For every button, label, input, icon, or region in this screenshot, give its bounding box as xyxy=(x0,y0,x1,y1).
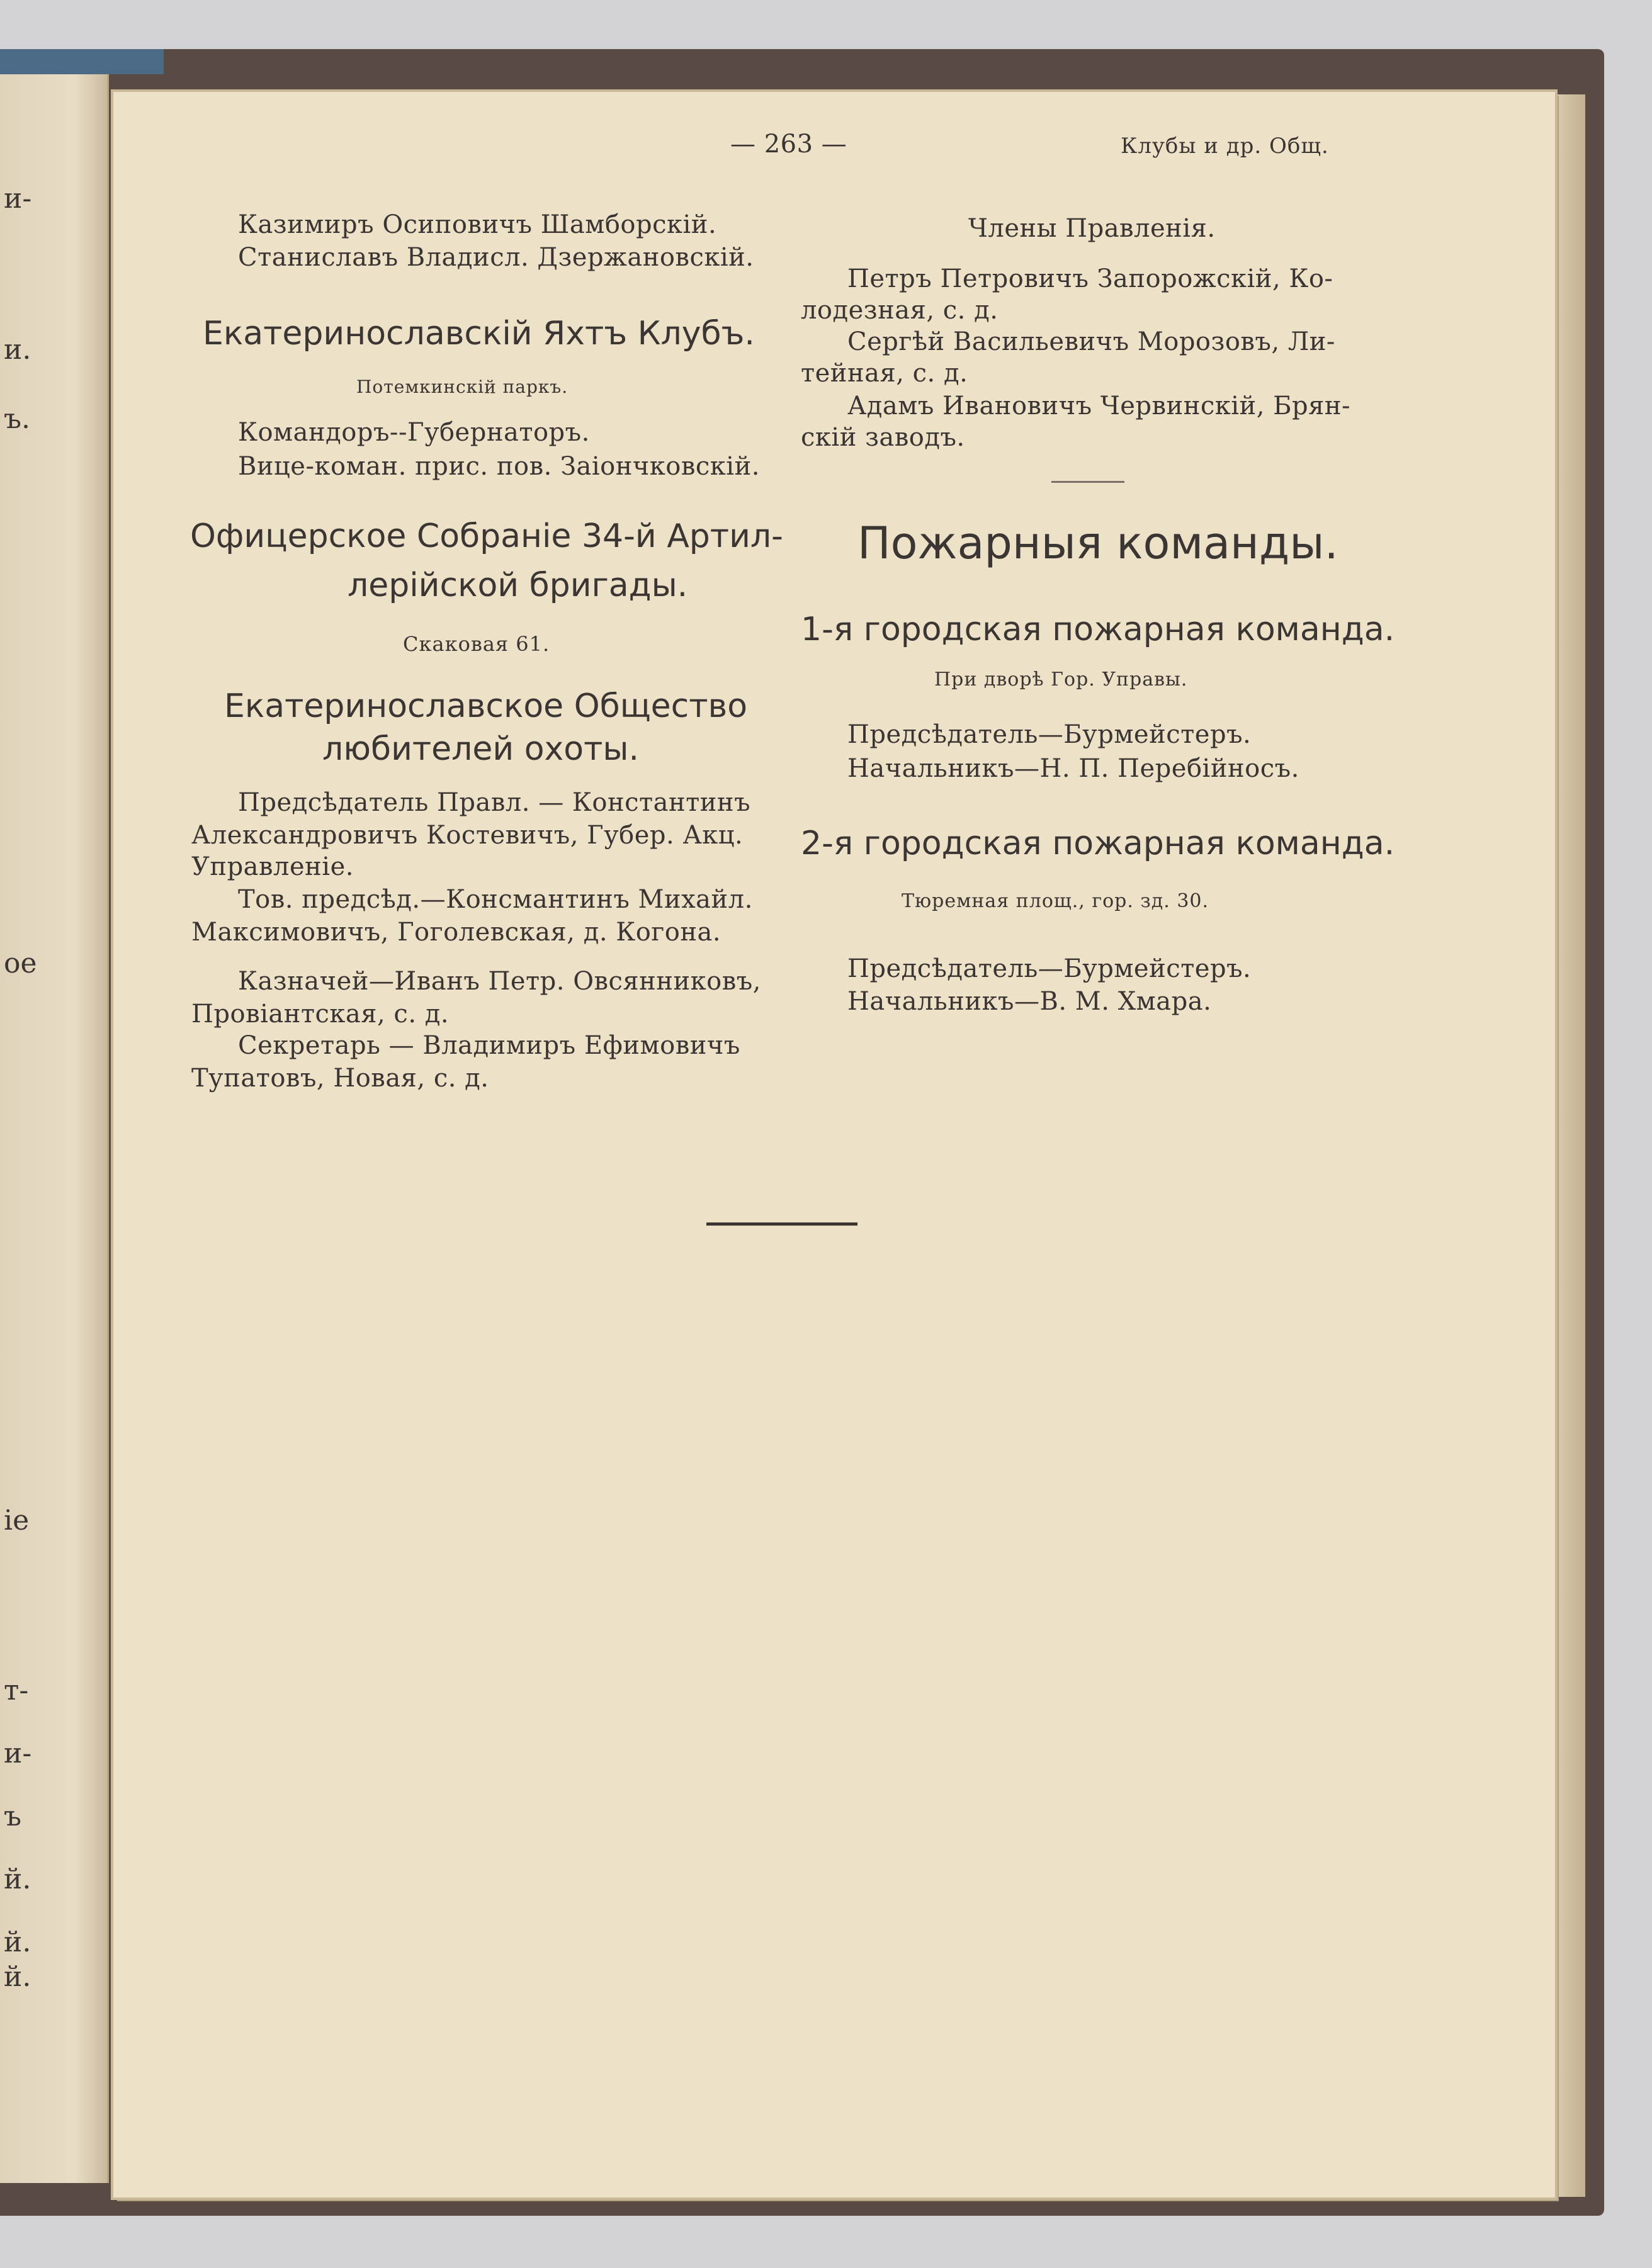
left-page-fragment: й. xyxy=(4,1926,31,1958)
board-members-title: Члены Правленія. xyxy=(968,214,1216,243)
hunting-society-line: Провіантская, с. д. xyxy=(191,1000,450,1029)
hunting-society-line: Предсѣдатель Правл. — Константинъ xyxy=(238,788,751,817)
book-spine-label xyxy=(0,49,164,74)
board-member-line: Сергѣй Васильевичъ Морозовъ, Ли- xyxy=(847,327,1335,356)
yacht-club-line: Вице-коман. прис. пов. Заіончковскій. xyxy=(238,452,760,481)
left-page-fragment: т- xyxy=(4,1674,29,1707)
board-member-line: скій заводъ. xyxy=(801,423,965,452)
section-title-officers-assembly-cont: лерійской бригады. xyxy=(348,567,688,604)
left-page-fragment: ъ. xyxy=(4,403,30,435)
left-page-fragment: й. xyxy=(4,1961,31,1993)
left-page-fragment: й. xyxy=(4,1863,31,1895)
board-member-line: лодезная, с. д. xyxy=(801,296,999,325)
fire-brigade-1-line: Начальникъ—Н. П. Перебійносъ. xyxy=(847,754,1299,783)
hunting-society-line: Александровичъ Костевичъ, Губер. Акц. xyxy=(191,821,744,850)
hunting-society-line: Тов. предсѣд.—Консмантинъ Михайл. xyxy=(238,885,753,914)
member-line: Станиславъ Владисл. Дзержановскій. xyxy=(238,243,754,272)
section-title-fire-brigades: Пожарныя команды. xyxy=(857,517,1338,569)
board-member-line: Адамъ Ивановичъ Червинскій, Брян- xyxy=(847,392,1351,420)
page-number: — 263 — xyxy=(730,130,847,159)
board-member-line: Петръ Петровичъ Запорожскій, Ко- xyxy=(847,264,1333,293)
yacht-club-line: Командоръ--Губернаторъ. xyxy=(238,418,590,447)
section-title-yacht-club: Екатеринославскій Яхтъ Клубъ. xyxy=(203,315,755,353)
fire-brigade-2-address: Тюремная площ., гор. зд. 30. xyxy=(902,890,1209,912)
left-page-fragment: ое xyxy=(4,947,37,979)
hunting-society-line: Секретарь — Владимиръ Ефимовичъ xyxy=(238,1031,740,1060)
left-page-fragment: ъ xyxy=(4,1800,21,1832)
hunting-society-line: Тупатовъ, Новая, с. д. xyxy=(191,1064,489,1093)
short-divider xyxy=(1051,481,1124,483)
fire-brigade-1-address: При дворѣ Гор. Управы. xyxy=(934,669,1188,691)
fire-brigade-1-title: 1-я городская пожарная команда. xyxy=(801,611,1395,648)
section-title-hunting-society-cont: любителей охоты. xyxy=(322,730,639,768)
left-page-fragment: и- xyxy=(4,1737,32,1769)
hunting-society-line: Максимовичъ, Гоголевская, д. Когона. xyxy=(191,918,721,947)
hunting-society-line: Казначей—Иванъ Петр. Овсянниковъ, xyxy=(238,967,761,996)
fire-brigade-2-line: Начальникъ—В. М. Хмара. xyxy=(847,987,1212,1016)
left-page-fragment: и- xyxy=(4,183,32,215)
fire-brigade-2-line: Предсѣдатель—Бурмейстеръ. xyxy=(847,954,1252,983)
left-page-fragment: и. xyxy=(4,334,31,366)
end-divider xyxy=(706,1222,857,1226)
board-member-line: тейная, с. д. xyxy=(801,359,968,388)
page-stack-edge xyxy=(1555,94,1585,2197)
fire-brigade-2-title: 2-я городская пожарная команда. xyxy=(801,825,1395,862)
fire-brigade-1-line: Предсѣдатель—Бурмейстеръ. xyxy=(847,720,1252,749)
section-title-officers-assembly: Офицерское Собраніе 34-й Артил- xyxy=(190,517,783,555)
section-title-hunting-society: Екатеринославское Общество xyxy=(224,687,748,725)
member-line: Казимиръ Осиповичъ Шамборскій. xyxy=(238,210,717,239)
yacht-club-address: Потемкинскій паркъ. xyxy=(356,376,569,397)
officers-assembly-address: Скаковая 61. xyxy=(403,632,550,656)
hunting-society-line: Управленіе. xyxy=(191,852,354,881)
left-page-fragment: іе xyxy=(4,1504,30,1537)
running-title: Клубы и др. Общ. xyxy=(1121,133,1329,159)
